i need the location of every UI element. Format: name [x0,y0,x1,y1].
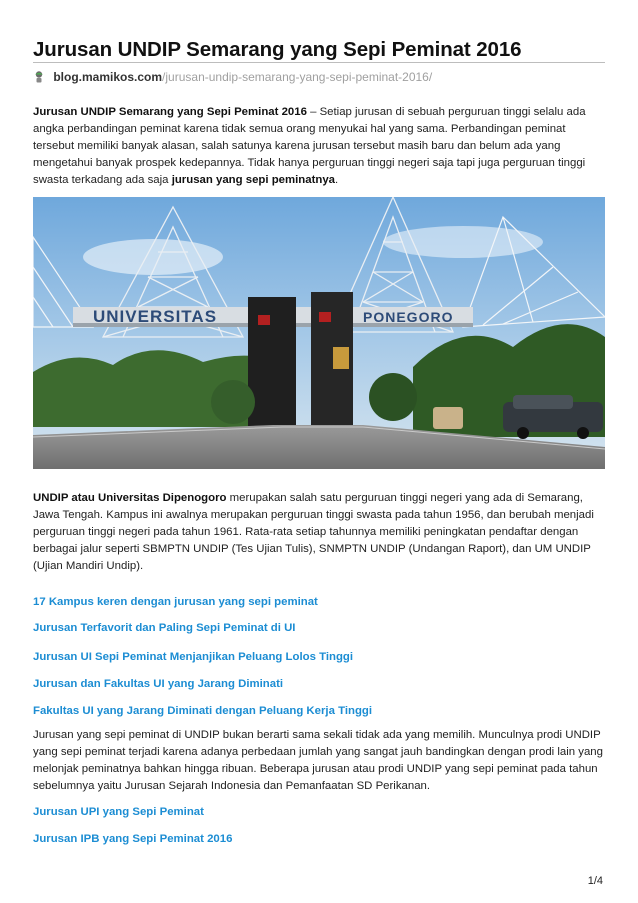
page-title: Jurusan UNDIP Semarang yang Sepi Peminat 2016 [33,38,522,61]
related-link-7[interactable]: Jurusan IPB yang Sepi Peminat 2016 [33,833,233,845]
related-link-6[interactable]: Jurusan UPI yang Sepi Peminat [33,806,204,818]
related-link-3[interactable]: Jurusan UI Sepi Peminat Menjanjikan Peluang Lolos Tinggi [33,651,354,663]
photo-sign-left: UNIVERSITAS [93,307,218,326]
undip-bold: UNDIP atau Universitas Dipenogoro [33,492,227,504]
related-link-2[interactable]: Jurusan Terfavorit dan Paling Sepi Peminat di UI [33,622,296,634]
source-line [33,70,605,86]
campus-gate-photo [33,197,605,469]
intro-paragraph [33,104,603,189]
prodi-paragraph: Jurusan yang sepi peminat di UNDIP bukan berarti sama sekali tidak ada yang memilih. Munculnya prodi UNDIP yang sepi peminat terjadi karena adanya perbedaan jumlah yang sangat jauh bandingkan dengan prodi lain yang melonjak peminatnya bahkan hingga ribuan. Beberapa jurusan atau prodi UNDIP yang sepi peminat pada tahun sebelumnya yaitu Jurusan Sejarah Indonesia dan Pemanfaatan SD Perikanan. [33,729,603,792]
related-link-4[interactable]: Jurusan dan Fakultas UI yang Jarang Diminati [33,678,284,690]
intro-bold-end: jurusan yang sepi peminatnya [171,174,335,186]
related-link-5[interactable]: Fakultas UI yang Jarang Diminati dengan Peluang Kerja Tinggi [33,705,373,717]
page-number: 1/4 [587,875,603,887]
undip-paragraph [33,490,603,575]
intro-end: . [335,174,339,186]
source-path: /jurusan-undip-semarang-yang-sepi-peminat-2016/ [162,70,433,84]
related-link-1[interactable]: 17 Kampus keren dengan jurusan yang sepi peminat [33,596,318,608]
undip-text: merupakan salah satu perguruan tinggi negeri yang ada di Semarang, Jawa Tengah. Kampus ini awalnya merupakan perguruan tinggi swasta pada tahun 1956, dan berubah menjadi perguruan tinggi negeri pada tahun 1961. Rata-rata setiap tahunnya memiliki peningkatan pendaftar dengan berbagai jalur seperti SBMPTN UNDIP (Tes Ujian Tulis), SNMPTN UNDIP (Undangan Raport), dan UM UNDIP (Ujian Mandiri Undip). [33,492,594,572]
intro-text: – Setiap jurusan di sebuah perguruan tinggi selalu ada angka perbandingan peminat karena tidak semua orang menyukai hal yang sama. Perbandingan peminat tersebut memiliki banyak alasan, salah satunya karena jurusan tersebut masih baru dan belum ada yang mengetahui banyak prospek kedepannya. Tidak hanya perguruan tinggi negeri saja tapi juga perguruan tinggi swasta terkadang ada saja [33,106,586,186]
photo-sign-right: PONEGORO [363,309,454,325]
intro-bold: Jurusan UNDIP Semarang yang Sepi Peminat 2016 [33,106,307,118]
title-divider [33,62,605,63]
source-domain-link[interactable]: blog.mamikos.com [53,70,163,84]
site-favicon-icon [33,70,45,83]
